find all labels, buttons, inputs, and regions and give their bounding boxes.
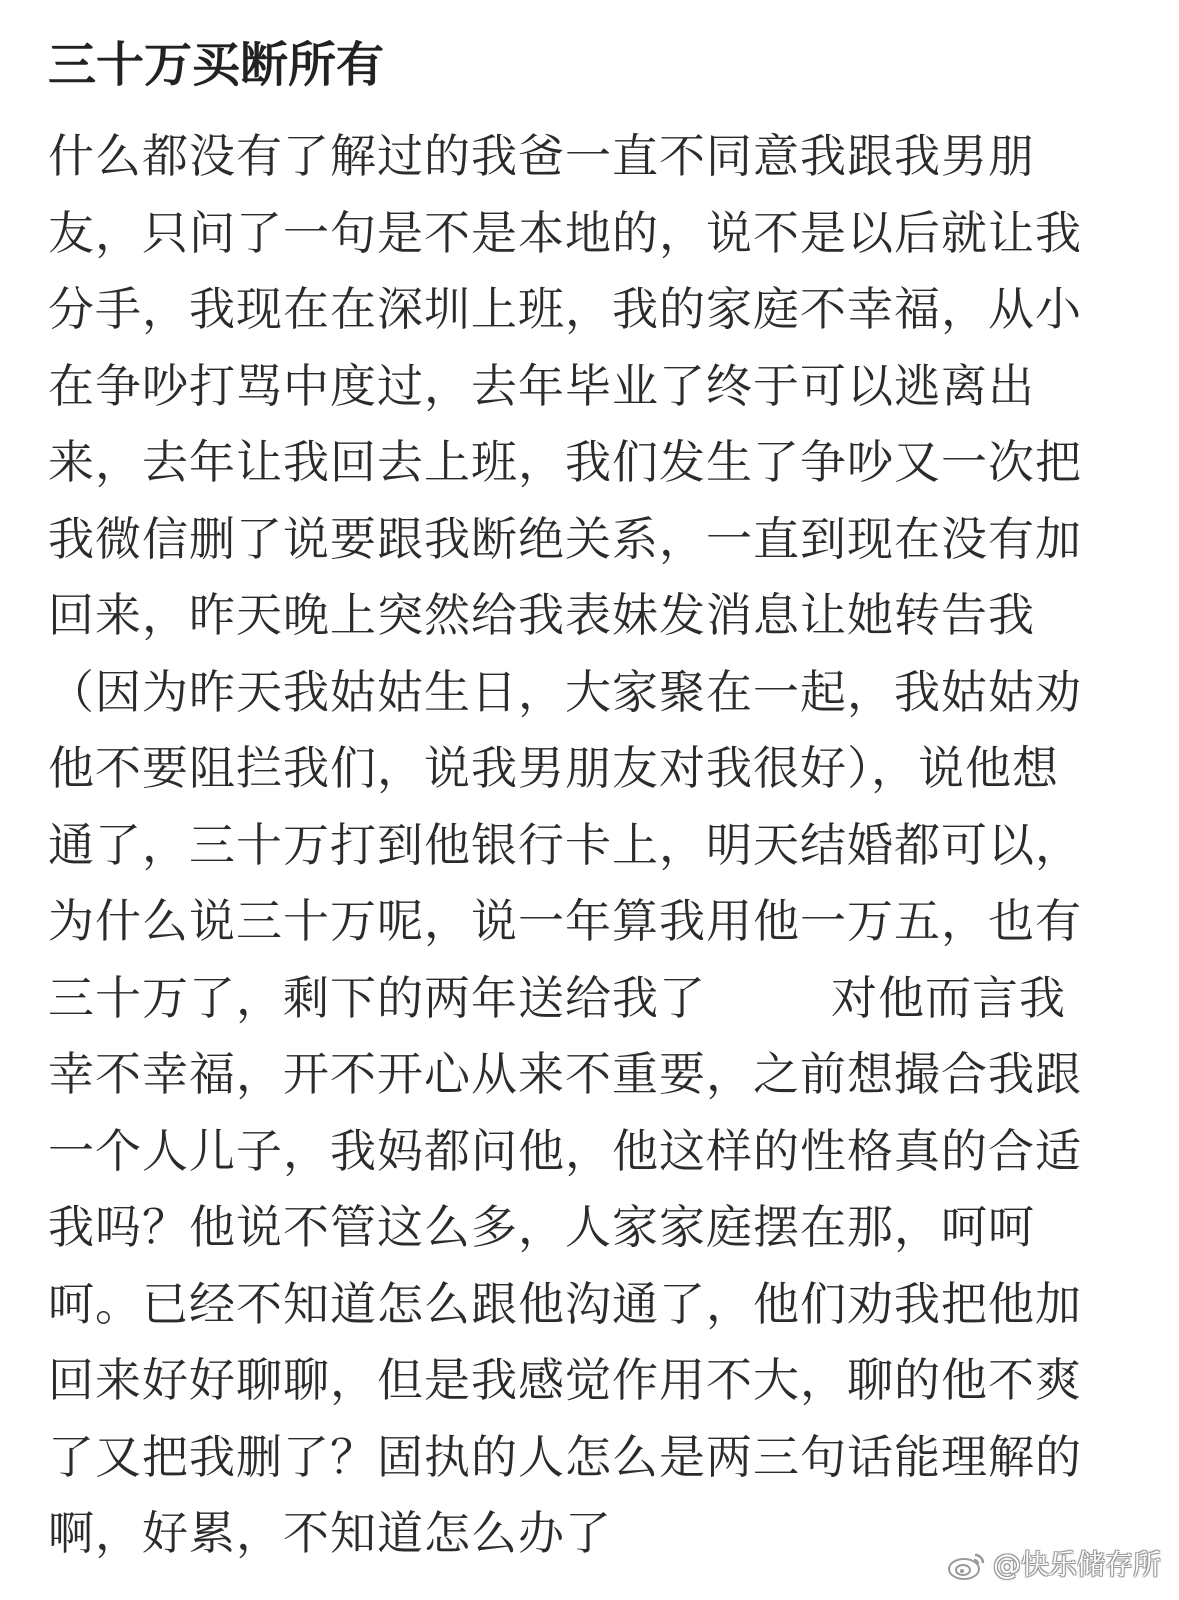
post-body-line: （因为昨天我姑姑生日，大家聚在一起，我姑姑劝 [48,664,1082,719]
post-body-line: 来，去年让我回去上班，我们发生了争吵又一次把 [48,435,1082,489]
post-body-line: 我吗？他说不管这么多，人家家庭摆在那，呵呵 [48,1200,1035,1254]
post-body-line: 呵。已经不知道怎么跟他沟通了，他们劝我把他加 [48,1276,1082,1331]
post-body [48,118,1138,1572]
post-body-line: 回来，昨天晚上突然给我表妹发消息让她转告我 [48,588,1035,642]
post-body-line: 通了，三十万打到他银行卡上，明天结婚都可以， [48,817,1082,872]
post-title: 三十万买断所有 [48,37,385,93]
post-body-line: 幸不幸福，开不开心从来不重要，之前想撮合我跟 [48,1047,1082,1101]
watermark [947,1548,1161,1582]
post-body-line: 了又把我删了？固执的人怎么是两三句话能理解的 [48,1429,1082,1484]
post-body-line: 他不要阻拦我们，说我男朋友对我很好），说他想 [48,741,1059,795]
post-body-line: 我微信删了说要跟我断绝关系，一直到现在没有加 [48,511,1082,566]
post-body-line: 一个人儿子，我妈都问他，他这样的性格真的合适 [48,1123,1082,1178]
post-body-line: 为什么说三十万呢，说一年算我用他一万五，也有 [48,894,1082,948]
post-body-line: 友，只问了一句是不是本地的，说不是以后就让我 [48,205,1082,260]
watermark-text: @快乐储存所 [992,1548,1161,1581]
post-body-line: 回来好好聊聊，但是我感觉作用不大，聊的他不爽 [48,1353,1082,1407]
weibo-icon [947,1549,987,1581]
post-body-line: 在争吵打骂中度过，去年毕业了终于可以逃离出 [48,358,1035,413]
post-body-line: 什么都没有了解过的我爸一直不同意我跟我男朋 [48,129,1035,183]
post-body-line: 啊，好累，不知道怎么办了 [48,1506,612,1560]
post-body-line: 分手，我现在在深圳上班，我的家庭不幸福，从小 [48,282,1082,336]
post-body-line: 三十万了，剩下的两年送给我了 对他而言我 [48,970,1066,1025]
